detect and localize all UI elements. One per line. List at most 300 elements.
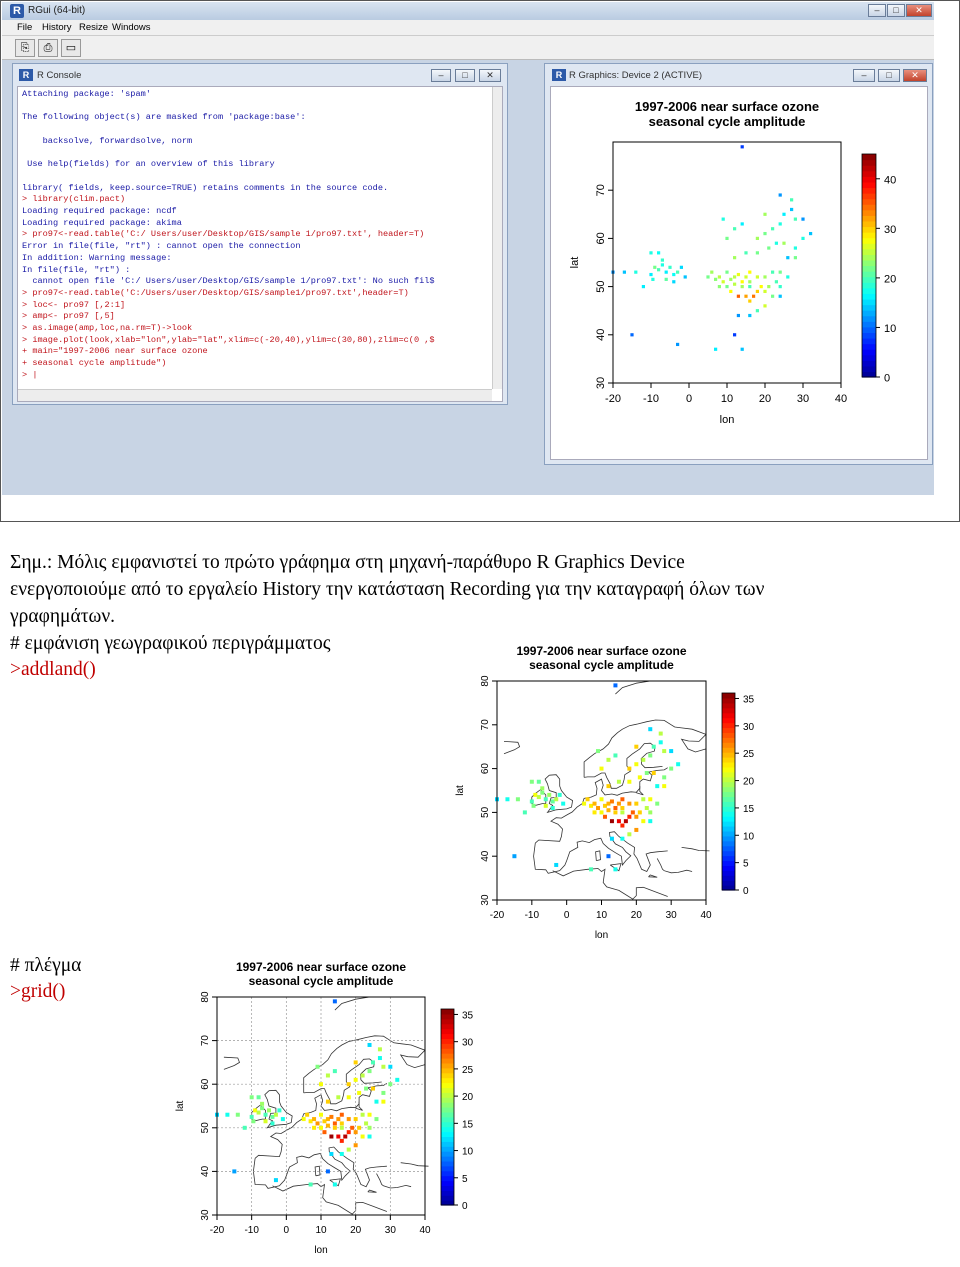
addland-code: >addland() bbox=[10, 659, 96, 680]
data-cell bbox=[316, 1065, 320, 1069]
data-cell bbox=[347, 1095, 351, 1099]
colorbar-segment bbox=[722, 703, 735, 709]
console-title: R Console bbox=[37, 70, 82, 81]
colorbar-segment bbox=[862, 271, 876, 277]
colorbar-segment bbox=[722, 796, 735, 802]
data-cell bbox=[368, 1113, 372, 1117]
data-cell bbox=[322, 1130, 326, 1134]
colorbar-segment bbox=[722, 865, 735, 871]
colorbar-tick-label: 35 bbox=[743, 694, 755, 706]
data-cell bbox=[368, 1069, 372, 1073]
colorbar-segment bbox=[722, 713, 735, 719]
x-tick-label: 20 bbox=[630, 910, 642, 921]
data-cell bbox=[613, 683, 617, 687]
colorbar-segment bbox=[862, 215, 876, 221]
x-tick-label: -20 bbox=[209, 1225, 225, 1236]
data-cell bbox=[655, 802, 659, 806]
console-line: In addition: Warning message: bbox=[22, 252, 172, 263]
data-cell bbox=[326, 1117, 330, 1121]
x-axis-label: lon bbox=[719, 414, 735, 426]
data-cell bbox=[760, 285, 763, 288]
data-cell bbox=[634, 815, 638, 819]
data-cell bbox=[361, 1113, 365, 1117]
data-cell bbox=[606, 854, 610, 858]
console-line bbox=[22, 101, 490, 113]
data-cell bbox=[737, 295, 740, 298]
data-cell bbox=[613, 753, 617, 757]
colorbar-segment bbox=[722, 762, 735, 768]
data-cell bbox=[661, 258, 664, 261]
colorbar-segment bbox=[722, 737, 735, 743]
data-cell bbox=[610, 837, 614, 841]
colorbar-segment bbox=[441, 1141, 454, 1147]
colorbar-tick-label: 40 bbox=[884, 174, 897, 187]
chart-title: 1997-2006 near surface ozone bbox=[516, 644, 687, 658]
r-logo-icon: R bbox=[552, 69, 566, 81]
data-cell bbox=[613, 810, 617, 814]
colorbar-segment bbox=[862, 165, 876, 171]
data-cell bbox=[748, 299, 751, 302]
menu-history[interactable]: History bbox=[42, 22, 72, 33]
data-cell bbox=[302, 1117, 306, 1121]
data-cell bbox=[653, 266, 656, 269]
console-line: > library(clim.pact) bbox=[22, 194, 126, 205]
data-cell bbox=[347, 1117, 351, 1121]
colorbar-segment bbox=[441, 1176, 454, 1182]
data-cell bbox=[627, 767, 631, 771]
minimize-button[interactable]: – bbox=[868, 4, 886, 17]
x-tick-label: -10 bbox=[643, 393, 659, 405]
y-tick-label: 70 bbox=[200, 1035, 211, 1047]
data-cell bbox=[281, 1117, 285, 1121]
x-tick-label: 10 bbox=[720, 393, 734, 405]
data-cell bbox=[662, 749, 666, 753]
data-cell bbox=[714, 348, 717, 351]
x-tick-label: 40 bbox=[419, 1225, 431, 1236]
data-cell bbox=[319, 1113, 323, 1117]
data-cell bbox=[395, 1078, 399, 1082]
data-cell bbox=[516, 797, 520, 801]
data-cell bbox=[684, 275, 687, 278]
data-cell bbox=[243, 1126, 247, 1130]
colorbar-tick-label: 20 bbox=[884, 273, 897, 286]
data-cell bbox=[603, 815, 607, 819]
data-cell bbox=[617, 780, 621, 784]
colorbar-segment bbox=[722, 841, 735, 847]
coastline bbox=[368, 1190, 377, 1192]
data-cell bbox=[374, 1100, 378, 1104]
x-tick-label: -20 bbox=[489, 910, 505, 921]
y-tick-label: 80 bbox=[200, 991, 211, 1003]
data-cell bbox=[586, 797, 590, 801]
data-cell bbox=[748, 280, 751, 283]
console-line: > amp<- pro97 [,5] bbox=[22, 311, 115, 322]
x-tick-label: -20 bbox=[605, 393, 621, 405]
colorbar-segment bbox=[862, 355, 876, 361]
colorbar-segment bbox=[441, 1151, 454, 1157]
data-cell bbox=[661, 263, 664, 266]
colorbar-segment bbox=[862, 176, 876, 182]
colorbar-tick-label: 35 bbox=[462, 1010, 474, 1022]
colorbar-segment bbox=[441, 1048, 454, 1054]
data-cell bbox=[589, 867, 593, 871]
data-cell bbox=[532, 804, 536, 808]
graphics-minimize-button[interactable]: – bbox=[853, 69, 875, 82]
colorbar-segment bbox=[441, 1161, 454, 1167]
console-vertical-scrollbar[interactable] bbox=[492, 87, 503, 389]
colorbar-segment bbox=[722, 816, 735, 822]
data-cell bbox=[333, 1182, 337, 1186]
data-cell bbox=[274, 1113, 278, 1117]
colorbar-segment bbox=[862, 182, 876, 188]
screenshot-frame bbox=[0, 0, 960, 522]
colorbar-segment bbox=[862, 232, 876, 238]
data-cell bbox=[620, 806, 624, 810]
coastline bbox=[534, 832, 668, 874]
data-cell bbox=[364, 1087, 368, 1091]
data-cell bbox=[333, 1069, 337, 1073]
console-line: > image.plot(look,xlab="lon",ylab="lat",xlim=c(-20,40),ylim=c(30,80),zlim=c(0 ,$ bbox=[22, 334, 435, 345]
plot-grid bbox=[165, 952, 495, 1267]
console-close-button[interactable]: ✕ bbox=[479, 69, 501, 82]
data-cell bbox=[627, 802, 631, 806]
data-cell bbox=[756, 251, 759, 254]
data-cell bbox=[250, 1115, 254, 1119]
x-tick-label: 0 bbox=[283, 1225, 290, 1236]
colorbar-tick-label: 30 bbox=[462, 1037, 474, 1049]
colorbar-segment bbox=[441, 1127, 454, 1133]
window-icon[interactable]: ▭ bbox=[61, 39, 81, 57]
data-cell bbox=[718, 285, 721, 288]
data-cell bbox=[361, 1135, 365, 1139]
data-cell bbox=[630, 333, 633, 336]
colorbar-segment bbox=[862, 310, 876, 316]
console-titlebar bbox=[13, 64, 507, 86]
data-cell bbox=[733, 275, 736, 278]
toolbar bbox=[2, 36, 934, 60]
colorbar-segment bbox=[441, 1185, 454, 1191]
data-cell bbox=[648, 727, 652, 731]
x-tick-label: 10 bbox=[595, 910, 608, 921]
print-icon[interactable]: ⎙ bbox=[38, 39, 58, 57]
data-cell bbox=[775, 242, 778, 245]
colorbar-tick-label: 30 bbox=[743, 721, 755, 733]
colorbar-segment bbox=[722, 836, 735, 842]
colorbar-segment bbox=[722, 806, 735, 812]
menu-file[interactable]: File bbox=[17, 22, 33, 33]
data-cell bbox=[767, 246, 770, 249]
data-cell bbox=[801, 218, 804, 221]
colorbar-segment bbox=[862, 171, 876, 177]
colorbar-segment bbox=[441, 1097, 454, 1103]
coastline bbox=[535, 768, 667, 843]
data-cell bbox=[645, 806, 649, 810]
colorbar-segment bbox=[722, 801, 735, 807]
data-cell bbox=[744, 295, 747, 298]
data-cell bbox=[368, 1043, 372, 1047]
colorbar-segment bbox=[441, 1029, 454, 1035]
data-cell bbox=[606, 808, 610, 812]
colorbar-segment bbox=[862, 327, 876, 333]
data-cell bbox=[662, 784, 666, 788]
data-cell bbox=[260, 1102, 264, 1106]
data-cell bbox=[378, 1056, 382, 1060]
data-cell bbox=[606, 784, 610, 788]
colorbar-tick-label: 0 bbox=[743, 886, 749, 897]
note-text-2: ενεργοποιούμε από το εργαλείο History την κατάσταση Recording για την καταγραφή όλων των bbox=[10, 579, 765, 600]
chart-title: 1997-2006 near surface ozone bbox=[235, 960, 407, 974]
data-cell bbox=[343, 1135, 347, 1139]
data-cell bbox=[593, 802, 597, 806]
data-cell bbox=[388, 1065, 392, 1069]
data-cell bbox=[634, 762, 638, 766]
data-cell bbox=[610, 799, 614, 803]
colorbar-segment bbox=[862, 226, 876, 232]
data-cell bbox=[593, 810, 597, 814]
colorbar-segment bbox=[862, 193, 876, 199]
data-cell bbox=[333, 1126, 337, 1130]
console-maximize-button[interactable]: □ bbox=[455, 69, 475, 82]
data-cell bbox=[326, 1100, 330, 1104]
data-cell bbox=[333, 1121, 337, 1125]
console-line: Use help(fields) for an overview of this library bbox=[22, 159, 275, 170]
x-tick-label: 40 bbox=[700, 910, 712, 921]
data-cell bbox=[676, 271, 679, 274]
data-cell bbox=[326, 1169, 330, 1173]
y-axis-label: lat bbox=[175, 1100, 186, 1112]
maximize-button[interactable]: □ bbox=[887, 4, 905, 17]
y-tick-label: 60 bbox=[480, 763, 491, 775]
colorbar-segment bbox=[441, 1078, 454, 1084]
console-minimize-button[interactable]: – bbox=[431, 69, 451, 82]
colorbar-segment bbox=[862, 293, 876, 299]
x-tick-label: 30 bbox=[796, 393, 810, 405]
data-cell bbox=[779, 193, 782, 196]
menu-resize[interactable]: Resize bbox=[79, 22, 109, 33]
data-cell bbox=[561, 802, 565, 806]
graphics-maximize-button[interactable]: □ bbox=[878, 69, 900, 82]
data-cell bbox=[779, 285, 782, 288]
colorbar-segment bbox=[722, 767, 735, 773]
colorbar-segment bbox=[862, 305, 876, 311]
x-tick-label: -10 bbox=[244, 1225, 259, 1236]
data-cell bbox=[357, 1091, 361, 1095]
graphics-titlebar bbox=[545, 64, 932, 86]
data-cell bbox=[794, 218, 797, 221]
data-cell bbox=[631, 810, 635, 814]
colorbar-segment bbox=[441, 1083, 454, 1089]
data-cell bbox=[771, 295, 774, 298]
colorbar-segment bbox=[441, 1132, 454, 1138]
r-console-window bbox=[12, 63, 508, 405]
data-cell bbox=[523, 810, 527, 814]
data-cell bbox=[648, 753, 652, 757]
data-cell bbox=[533, 793, 537, 797]
colorbar-segment bbox=[862, 282, 876, 288]
note-paragraph-line1 bbox=[10, 552, 685, 574]
close-button[interactable]: ✕ bbox=[906, 4, 932, 17]
coastline bbox=[377, 1174, 412, 1188]
data-cell bbox=[253, 1108, 257, 1112]
data-cell bbox=[756, 275, 759, 278]
copy-icon[interactable]: ⎘ bbox=[15, 39, 35, 57]
colorbar-segment bbox=[722, 708, 735, 714]
data-cell bbox=[589, 804, 593, 808]
data-cell bbox=[645, 771, 649, 775]
data-cell bbox=[623, 271, 626, 274]
data-cell bbox=[354, 1060, 358, 1064]
console-line: library( fields, keep.source=TRUE) retains comments in the source code. bbox=[22, 182, 389, 193]
data-cell bbox=[347, 1130, 351, 1134]
colorbar-segment bbox=[441, 1043, 454, 1049]
data-cell bbox=[669, 749, 673, 753]
colorbar-segment bbox=[441, 1019, 454, 1025]
data-cell bbox=[782, 213, 785, 216]
data-cell bbox=[662, 775, 666, 779]
data-cell bbox=[600, 767, 604, 771]
data-cell bbox=[305, 1113, 309, 1117]
data-cell bbox=[634, 828, 638, 832]
y-tick-label: 70 bbox=[480, 719, 491, 731]
colorbar-segment bbox=[862, 349, 876, 355]
colorbar-tick-label: 25 bbox=[743, 749, 755, 761]
colorbar-segment bbox=[722, 875, 735, 881]
console-line: cannot open file 'C:/ Users/user/Desktop/GIS/sample 1/pro97.txt': No such fil$ bbox=[22, 276, 435, 287]
data-cell bbox=[554, 863, 558, 867]
data-cell bbox=[551, 806, 555, 810]
data-cell bbox=[620, 810, 624, 814]
data-cell bbox=[641, 819, 645, 823]
console-line: + seasonal cycle amplitude") bbox=[22, 358, 167, 369]
colorbar-segment bbox=[862, 366, 876, 372]
colorbar-tick-label: 0 bbox=[884, 372, 891, 385]
colorbar-segment bbox=[441, 1102, 454, 1108]
graphics-device-window bbox=[544, 63, 933, 465]
colorbar-segment bbox=[722, 747, 735, 753]
colorbar-tick-label: 10 bbox=[743, 831, 755, 843]
data-cell bbox=[264, 1119, 268, 1123]
data-cell bbox=[326, 1073, 330, 1077]
menu-bar bbox=[2, 20, 934, 36]
console-line: Error in file(file, "rt") : cannot open the connection bbox=[22, 241, 301, 252]
console-line: > pro97<-read.table('C:/Users/user/Desktop/GIS/sample1/pro97.txt',header=T) bbox=[22, 287, 409, 298]
colorbar-segment bbox=[862, 238, 876, 244]
graphics-canvas bbox=[550, 86, 928, 460]
colorbar-segment bbox=[441, 1034, 454, 1040]
data-cell bbox=[669, 767, 673, 771]
data-cell bbox=[336, 1117, 340, 1121]
data-cell bbox=[767, 285, 770, 288]
colorbar-segment bbox=[862, 221, 876, 227]
colorbar-segment bbox=[441, 1014, 454, 1020]
data-cell bbox=[617, 819, 621, 823]
data-cell bbox=[551, 799, 555, 803]
data-cell bbox=[354, 1130, 358, 1134]
colorbar-segment bbox=[722, 787, 735, 793]
data-cell bbox=[741, 222, 744, 225]
data-cell bbox=[763, 304, 766, 307]
data-cell bbox=[316, 1121, 320, 1125]
data-cell bbox=[329, 1115, 333, 1119]
colorbar-segment bbox=[862, 187, 876, 193]
data-cell bbox=[264, 1113, 268, 1117]
y-tick-label: 60 bbox=[595, 232, 607, 245]
colorbar-segment bbox=[441, 1068, 454, 1074]
y-tick-label: 30 bbox=[595, 376, 607, 390]
data-cell bbox=[725, 285, 728, 288]
console-horizontal-scrollbar[interactable] bbox=[18, 389, 492, 401]
colorbar-segment bbox=[722, 718, 735, 724]
console-body[interactable] bbox=[17, 86, 503, 402]
data-cell bbox=[606, 802, 610, 806]
data-cell bbox=[763, 213, 766, 216]
graphics-close-button[interactable]: ✕ bbox=[903, 69, 927, 82]
colorbar-segment bbox=[862, 277, 876, 283]
console-output bbox=[22, 89, 490, 382]
data-cell bbox=[627, 780, 631, 784]
data-cell bbox=[326, 1124, 330, 1128]
data-cell bbox=[600, 810, 604, 814]
colorbar-segment bbox=[862, 204, 876, 210]
colorbar-segment bbox=[862, 338, 876, 344]
data-cell bbox=[752, 295, 755, 298]
console-line: backsolve, forwardsolve, norm bbox=[22, 135, 193, 146]
data-cell bbox=[651, 278, 654, 281]
menu-windows[interactable]: Windows bbox=[112, 22, 151, 33]
data-cell bbox=[648, 810, 652, 814]
coastline bbox=[584, 743, 662, 788]
data-cell bbox=[627, 832, 631, 836]
colorbar-segment bbox=[441, 1087, 454, 1093]
data-cell bbox=[530, 780, 534, 784]
colorbar-segment bbox=[862, 321, 876, 327]
y-tick-label: 60 bbox=[200, 1078, 211, 1090]
plot-frame bbox=[613, 142, 841, 383]
colorbar-segment bbox=[441, 1009, 454, 1015]
colorbar-segment bbox=[862, 332, 876, 338]
y-tick-label: 30 bbox=[200, 1209, 211, 1221]
data-cell bbox=[361, 1073, 365, 1077]
data-cell bbox=[794, 246, 797, 249]
data-cell bbox=[652, 771, 656, 775]
colorbar-segment bbox=[722, 821, 735, 827]
data-cell bbox=[340, 1139, 344, 1143]
data-cell bbox=[232, 1169, 236, 1173]
colorbar-segment bbox=[722, 811, 735, 817]
data-cell bbox=[771, 271, 774, 274]
data-cell bbox=[547, 793, 551, 797]
data-cell bbox=[540, 791, 544, 795]
data-cell bbox=[333, 999, 337, 1003]
data-cell bbox=[756, 309, 759, 312]
data-cell bbox=[350, 1126, 354, 1130]
colorbar-segment bbox=[441, 1073, 454, 1079]
colorbar-segment bbox=[862, 254, 876, 260]
data-cell bbox=[257, 1095, 261, 1099]
data-cell bbox=[779, 271, 782, 274]
colorbar-segment bbox=[441, 1112, 454, 1118]
data-cell bbox=[381, 1100, 385, 1104]
y-tick-label: 30 bbox=[480, 894, 491, 906]
colorbar-segment bbox=[441, 1195, 454, 1201]
colorbar-segment bbox=[862, 316, 876, 322]
data-cell bbox=[250, 1095, 254, 1099]
colorbar-segment bbox=[441, 1122, 454, 1128]
console-line: Attaching package: 'spam' bbox=[22, 89, 151, 99]
data-cell bbox=[741, 348, 744, 351]
colorbar-tick-label: 20 bbox=[743, 776, 755, 788]
data-cell bbox=[672, 273, 675, 276]
